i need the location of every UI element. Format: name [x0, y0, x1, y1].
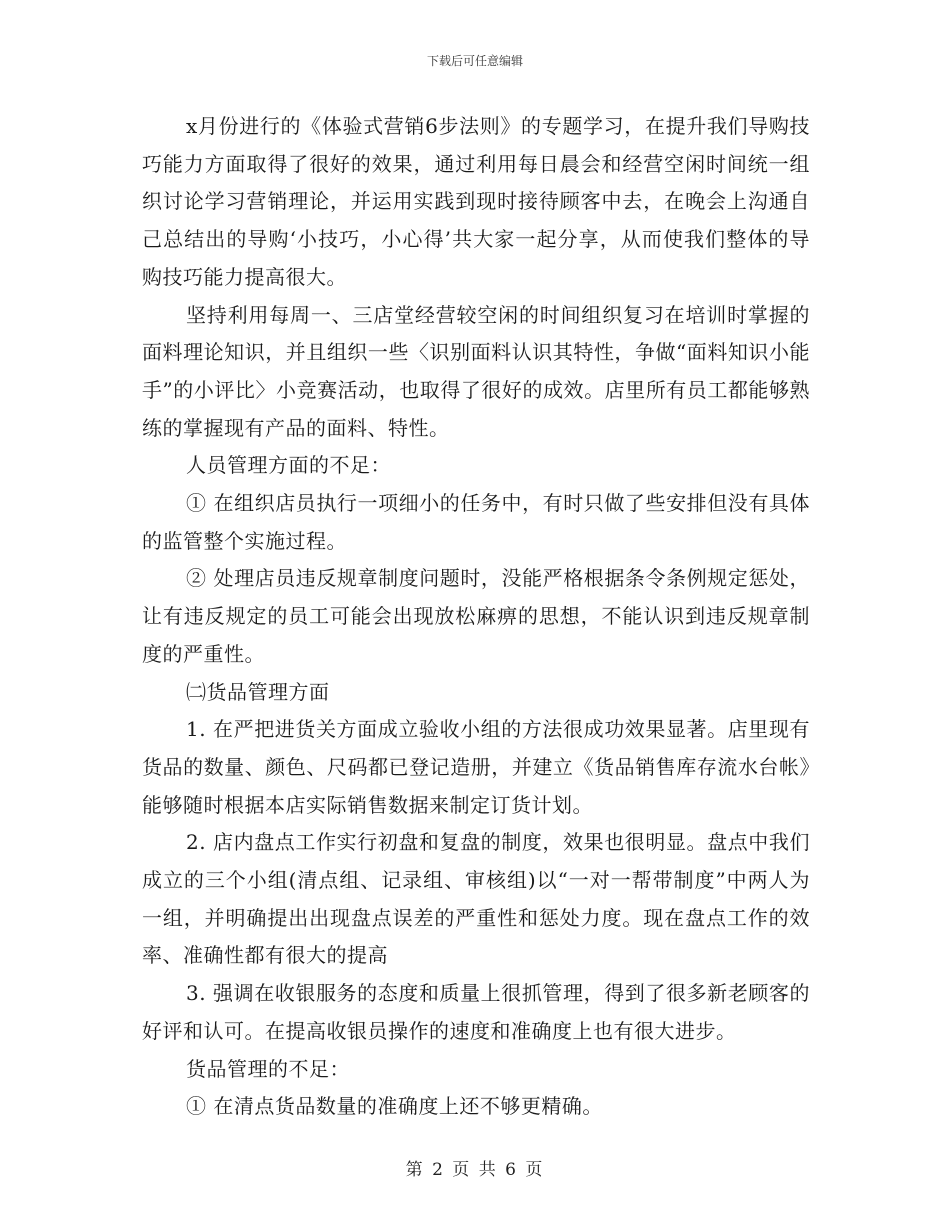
list-item-staff-1: ① 在组织店员执行一项细小的任务中，有时只做了些安排但没有具体的监管整个实施过程。 — [142, 491, 810, 553]
paragraph-sales-training: x月份进行的《体验式营销6步法则》的专题学习，在提升我们导购技巧能力方面取得了很好的效果，通过利用每日晨会和经营空闲时间统一组织讨论学习营销理论，并运用实践到现时接待顾客中去，在晚会上沟通自己总结出的导购‘小技巧，小心得’共大家一起分享，从而使我们整体的导购技巧能力提高很大。 — [142, 114, 810, 289]
list-item-goods-3: 3. 强调在收银服务的态度和质量上很抓管理，得到了很多新老顾客的好评和认可。在提高收银员操作的速度和准确度上也有很大进步。 — [142, 981, 810, 1043]
list-item-goods-1: 1. 在严把进货关方面成立验收小组的方法很成功效果显著。店里现有货品的数量、颜色、尺码都已登记造册，并建立《货品销售库存流水台帐》能够随时根据本店实际销售数据来制定订货计划。 — [142, 717, 810, 817]
heading-staff-shortcomings: 人员管理方面的不足： — [186, 453, 391, 478]
document-body — [142, 108, 810, 1126]
heading-goods-management: ㈡货品管理方面 — [186, 679, 330, 704]
page-header: 下载后可任意编辑 — [426, 54, 523, 68]
list-item-goods-2: 2. 店内盘点工作实行初盘和复盘的制度，效果也很明显。盘点中我们成立的三个小组(清点组、记录组、审核组)以“一对一帮带制度”中两人为一组，并明确提出出现盘点误差的严重性和惩处力度。现在盘点工作的效率、准确性都有很大的提高 — [142, 830, 810, 968]
page-number-footer: 第 2 页 共 6 页 — [405, 1160, 545, 1180]
list-item-goods-shortcoming-1: ① 在清点货品数量的准确度上还不够更精确。 — [186, 1094, 603, 1119]
heading-goods-shortcomings: 货品管理的不足： — [186, 1056, 350, 1081]
list-item-staff-2: ② 处理店员违反规章制度问题时，没能严格根据条令条例规定惩处，让有违反规定的员工可能会出现放松麻痹的思想，不能认识到违反规章制度的严重性。 — [142, 566, 810, 666]
paragraph-fabric-training: 坚持利用每周一、三店堂经营较空闲的时间组织复习在培训时掌握的面料理论知识，并且组织一些〈识别面料认识其特性，争做“面料知识小能手”的小评比〉小竞赛活动，也取得了很好的成效。店里所有员工都能够熟练的掌握现有产品的面料、特性。 — [142, 302, 810, 440]
